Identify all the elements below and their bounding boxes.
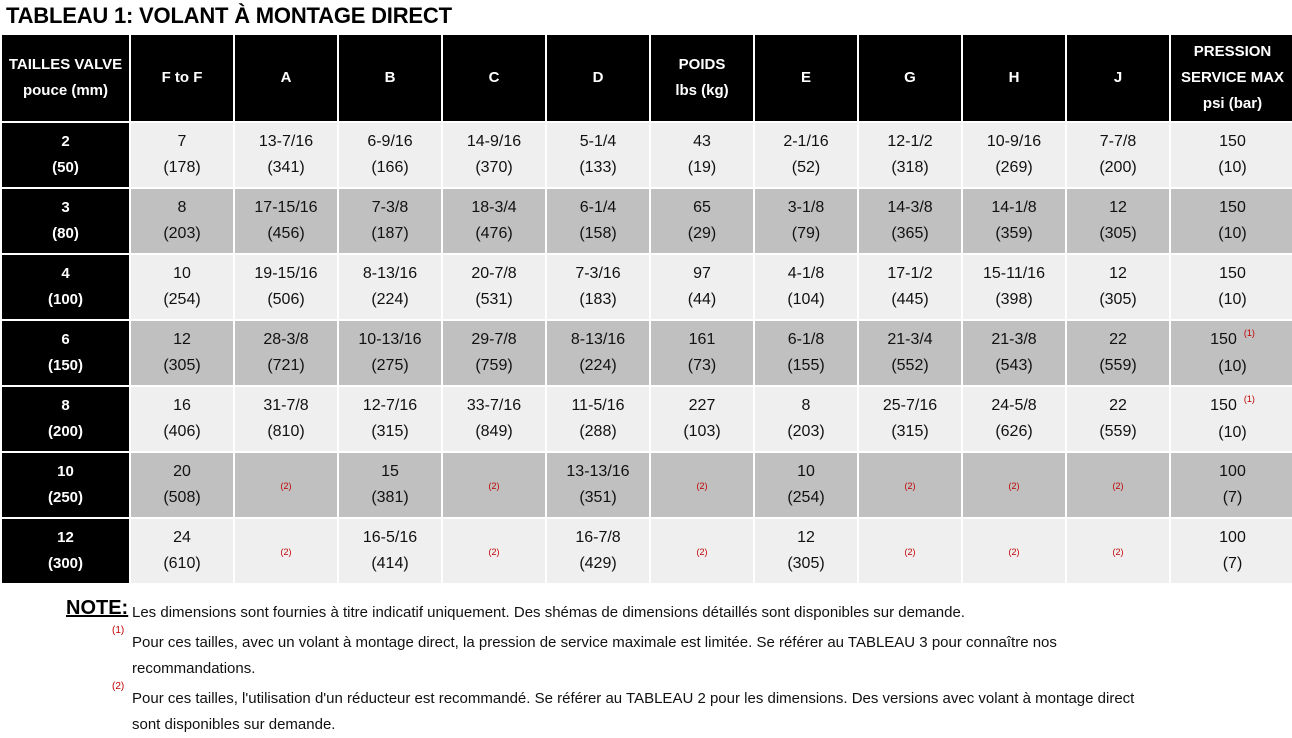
cell-value: 6-1/8 — [787, 331, 825, 348]
cell-value: 15-11/16 — [983, 265, 1045, 282]
cell-value: (406) — [163, 423, 201, 440]
footnote-reference: (2) — [696, 546, 708, 557]
table-cell — [1067, 453, 1169, 517]
cell-value: 8 — [177, 199, 187, 216]
table-cell — [339, 387, 441, 451]
table-cell — [755, 519, 857, 583]
column-header-line: pouce (mm) — [22, 82, 108, 99]
table-row — [2, 387, 1292, 451]
cell-value: (187) — [371, 225, 409, 242]
cell-value-text: 150 — [1210, 330, 1237, 348]
column-header-line: G — [904, 69, 916, 86]
cell-value: (203) — [163, 225, 201, 242]
table-row — [2, 321, 1292, 385]
cell-value: 8-13/16 — [570, 331, 626, 348]
table-cell — [1067, 255, 1169, 319]
cell-value: 18-3/4 — [471, 199, 517, 216]
cell-value: 100 — [1219, 529, 1246, 546]
table-cell — [235, 387, 337, 451]
cell-value: 14-3/8 — [887, 199, 933, 216]
cell-value: 33-7/16 — [466, 397, 522, 414]
cell-value — [1171, 393, 1292, 420]
cell-value: (610) — [163, 555, 201, 572]
cell-value: (445) — [891, 291, 929, 308]
cell-value: 2-1/16 — [783, 133, 829, 150]
cell-value: 12 — [797, 529, 815, 546]
footnote-reference: (2) — [904, 480, 916, 491]
cell-value: (200) — [1099, 159, 1137, 176]
dimensions-table — [0, 33, 1292, 585]
cell-value: (269) — [995, 159, 1033, 176]
valve-size-line: 6 — [61, 331, 70, 348]
cell-value: (429) — [579, 555, 617, 572]
column-header-line: SERVICE MAX — [1180, 69, 1285, 86]
valve-size-line: (300) — [47, 555, 84, 572]
cell-value: 43 — [693, 133, 711, 150]
cell-value: (398) — [995, 291, 1033, 308]
cell-value: (370) — [475, 159, 513, 176]
table-cell — [339, 255, 441, 319]
table-cell — [651, 255, 753, 319]
table-row — [2, 189, 1292, 253]
cell-value: 12 — [173, 331, 191, 348]
table-cell — [1067, 123, 1169, 187]
cell-value: 31-7/8 — [263, 397, 309, 414]
column-header-0 — [2, 35, 129, 121]
table-cell — [1171, 123, 1292, 187]
cell-value: (7) — [1222, 555, 1243, 572]
cell-value: 6-1/4 — [579, 199, 617, 216]
table-cell — [443, 255, 545, 319]
valve-size-cell — [2, 123, 129, 187]
valve-size-line: (80) — [52, 225, 79, 242]
column-header-5 — [547, 35, 649, 121]
cell-value: 100 — [1219, 463, 1246, 480]
table-cell — [1067, 387, 1169, 451]
cell-value: (318) — [891, 159, 929, 176]
cell-value: (552) — [891, 357, 929, 374]
column-header-7 — [755, 35, 857, 121]
cell-value: 25-7/16 — [882, 397, 938, 414]
cell-value: (224) — [371, 291, 409, 308]
table-cell — [859, 189, 961, 253]
footnote-superscript: (1) — [1243, 393, 1255, 404]
footnote-1-number: (1) — [112, 625, 125, 636]
cell-value: (759) — [475, 357, 513, 374]
column-header-11 — [1171, 35, 1292, 121]
cell-value: (155) — [787, 357, 825, 374]
table-cell — [859, 387, 961, 451]
valve-size-cell — [2, 519, 129, 583]
table-cell — [547, 123, 649, 187]
cell-value: (19) — [687, 159, 717, 176]
footnote-reference: (2) — [280, 546, 292, 557]
cell-value: 7-3/16 — [575, 265, 621, 282]
table-cell — [963, 189, 1065, 253]
cell-value: (133) — [579, 159, 617, 176]
column-header-line: POIDS — [678, 56, 726, 73]
table-cell — [339, 453, 441, 517]
table-body — [2, 123, 1292, 583]
cell-value: 17-15/16 — [254, 199, 318, 216]
table-cell — [547, 453, 649, 517]
table-cell — [859, 321, 961, 385]
cell-value: (29) — [687, 225, 717, 242]
column-header-line: PRESSION — [1193, 43, 1272, 60]
cell-value: (104) — [787, 291, 825, 308]
cell-value: 24 — [173, 529, 191, 546]
cell-value: (721) — [267, 357, 305, 374]
column-header-8 — [859, 35, 961, 121]
cell-value: 5-1/4 — [579, 133, 617, 150]
cell-value: 150 — [1219, 265, 1246, 282]
table-cell — [1171, 519, 1292, 583]
cell-value: 10 — [173, 265, 191, 282]
cell-value: (543) — [995, 357, 1033, 374]
cell-value: 20-7/8 — [471, 265, 517, 282]
cell-value: (359) — [995, 225, 1033, 242]
cell-value: 65 — [693, 199, 711, 216]
cell-value: 14-1/8 — [991, 199, 1037, 216]
table-cell — [859, 519, 961, 583]
cell-value: (288) — [579, 423, 617, 440]
valve-size-line: 10 — [57, 463, 74, 480]
cell-value: (414) — [371, 555, 409, 572]
footnote-reference: (2) — [1008, 480, 1020, 491]
cell-value: (10) — [1218, 357, 1247, 375]
header-row — [2, 35, 1292, 121]
column-header-line: H — [1008, 69, 1020, 86]
table-cell — [339, 123, 441, 187]
cell-value: (52) — [791, 159, 821, 176]
cell-value: 21-3/8 — [991, 331, 1037, 348]
table-cell — [651, 123, 753, 187]
cell-value: (166) — [371, 159, 409, 176]
valve-size-line: 4 — [61, 265, 70, 282]
cell-value: 19-15/16 — [254, 265, 318, 282]
cell-value: 16-5/16 — [362, 529, 418, 546]
valve-size-line: (200) — [47, 423, 84, 440]
table-row — [2, 453, 1292, 517]
cell-value: 8 — [801, 397, 811, 414]
footnote-2-text: Pour ces tailles, l'utilisation d'un réducteur est recommandé. Se référer au TABLEAU 2 pour les dimensions. Des versions avec volant à montage direct sont disponibles sur demande. — [132, 690, 1135, 733]
table-cell — [963, 255, 1065, 319]
table-cell — [443, 321, 545, 385]
column-header-10 — [1067, 35, 1169, 121]
column-header-line: C — [488, 69, 500, 86]
cell-value: 150 — [1219, 133, 1246, 150]
table-cell — [443, 387, 545, 451]
cell-value: 17-1/2 — [887, 265, 933, 282]
cell-value-text: 150 — [1210, 396, 1237, 414]
cell-value: (315) — [371, 423, 409, 440]
valve-size-line: 3 — [61, 199, 70, 216]
cell-value: 22 — [1109, 397, 1127, 414]
footnote-reference: (2) — [1112, 480, 1124, 491]
table-row — [2, 255, 1292, 319]
table-cell — [859, 123, 961, 187]
cell-value: 28-3/8 — [263, 331, 309, 348]
cell-value: 12 — [1109, 265, 1127, 282]
table-cell — [651, 189, 753, 253]
cell-value: 7 — [177, 133, 187, 150]
valve-size-cell — [2, 453, 129, 517]
table-cell — [339, 519, 441, 583]
column-header-line: E — [800, 69, 811, 86]
table-title: TABLEAU 1: VOLANT À MONTAGE DIRECT — [6, 3, 452, 28]
table-cell — [1171, 255, 1292, 319]
footnote-superscript: (1) — [1243, 327, 1255, 338]
column-header-9 — [963, 35, 1065, 121]
column-header-line: lbs (kg) — [675, 82, 729, 99]
cell-value: 11-5/16 — [571, 397, 625, 414]
valve-size-cell — [2, 255, 129, 319]
table-cell — [131, 255, 233, 319]
table-row — [2, 519, 1292, 583]
cell-value: 13-7/16 — [258, 133, 314, 150]
valve-size-line: (100) — [47, 291, 84, 308]
table-cell — [131, 321, 233, 385]
cell-value: 10-13/16 — [358, 331, 422, 348]
cell-value: (559) — [1099, 357, 1137, 374]
cell-value: (315) — [891, 423, 929, 440]
table-cell — [131, 453, 233, 517]
table-cell — [235, 453, 337, 517]
cell-value: 7-7/8 — [1099, 133, 1137, 150]
cell-value: 97 — [693, 265, 711, 282]
footnote-reference: (2) — [1112, 546, 1124, 557]
cell-value: 12-1/2 — [887, 133, 933, 150]
cell-value: (365) — [891, 225, 929, 242]
note-label: NOTE: — [66, 597, 129, 619]
table-cell — [131, 387, 233, 451]
column-header-line: B — [384, 69, 396, 86]
table-cell — [651, 321, 753, 385]
cell-value: (351) — [579, 489, 617, 506]
cell-value: (203) — [787, 423, 825, 440]
table-cell — [963, 387, 1065, 451]
table-cell — [547, 189, 649, 253]
table-cell — [1171, 453, 1292, 517]
table-cell — [443, 189, 545, 253]
table-cell — [547, 321, 649, 385]
table-cell — [131, 189, 233, 253]
valve-size-line: (150) — [47, 357, 84, 374]
table-cell — [963, 321, 1065, 385]
table-cell — [755, 189, 857, 253]
column-header-line: D — [592, 69, 604, 86]
cell-value: (559) — [1099, 423, 1137, 440]
table-cell — [235, 519, 337, 583]
cell-value: (849) — [475, 423, 513, 440]
cell-value: 4-1/8 — [787, 265, 825, 282]
table-row — [2, 123, 1292, 187]
cell-value: 14-9/16 — [466, 133, 522, 150]
table-cell — [963, 453, 1065, 517]
footnote-reference: (2) — [696, 480, 708, 491]
table-cell — [235, 255, 337, 319]
valve-size-cell — [2, 321, 129, 385]
table-cell — [859, 255, 961, 319]
table-cell — [547, 387, 649, 451]
cell-value: (10) — [1218, 159, 1247, 176]
footnote-1-text: Pour ces tailles, avec un volant à montage direct, la pression de service maximale est limitée. Se référer au TABLEAU 3 pour connaître nos recommandations. — [132, 634, 1057, 677]
table-cell — [235, 123, 337, 187]
cell-value: (10) — [1218, 291, 1247, 308]
cell-value: (508) — [163, 489, 201, 506]
table-cell — [1067, 321, 1169, 385]
cell-value: (73) — [687, 357, 717, 374]
column-header-line: psi (bar) — [1202, 95, 1263, 112]
cell-value: 21-3/4 — [887, 331, 933, 348]
table-cell — [1171, 321, 1292, 385]
table-cell — [443, 519, 545, 583]
cell-value: 6-9/16 — [367, 133, 413, 150]
table-cell — [1067, 189, 1169, 253]
table-cell — [963, 519, 1065, 583]
cell-value: (341) — [267, 159, 305, 176]
cell-value: 22 — [1109, 331, 1127, 348]
table-cell — [755, 453, 857, 517]
column-header-line: TAILLES VALVE — [8, 56, 123, 73]
cell-value: (305) — [163, 357, 201, 374]
footnote-reference: (2) — [488, 480, 500, 491]
cell-value: (224) — [579, 357, 617, 374]
cell-value: (305) — [1099, 225, 1137, 242]
table-cell — [755, 321, 857, 385]
footnote-2-number: (2) — [112, 681, 125, 692]
cell-value: 10 — [797, 463, 815, 480]
footnote-reference: (2) — [904, 546, 916, 557]
cell-value: (275) — [371, 357, 409, 374]
cell-value: (381) — [371, 489, 409, 506]
cell-value: (456) — [267, 225, 305, 242]
cell-value: 8-13/16 — [362, 265, 418, 282]
cell-value: 227 — [688, 397, 716, 414]
cell-value: (7) — [1222, 489, 1243, 506]
valve-size-cell — [2, 387, 129, 451]
cell-value: 15 — [381, 463, 399, 480]
column-header-line: F to F — [161, 69, 203, 86]
valve-size-cell — [2, 189, 129, 253]
cell-value: (810) — [267, 423, 305, 440]
cell-value: 3-1/8 — [787, 199, 825, 216]
column-header-2 — [235, 35, 337, 121]
cell-value: (476) — [475, 225, 513, 242]
column-header-4 — [443, 35, 545, 121]
table-cell — [651, 387, 753, 451]
table-cell — [339, 189, 441, 253]
table-cell — [859, 453, 961, 517]
table-cell — [131, 123, 233, 187]
cell-value: (10) — [1218, 423, 1247, 441]
cell-value: (305) — [787, 555, 825, 572]
table-cell — [547, 255, 649, 319]
valve-size-line: 8 — [61, 397, 70, 414]
cell-value: (305) — [1099, 291, 1137, 308]
column-header-line: A — [280, 69, 292, 86]
cell-value: (10) — [1218, 225, 1247, 242]
column-header-1 — [131, 35, 233, 121]
table-cell — [1067, 519, 1169, 583]
cell-value: 161 — [688, 331, 716, 348]
footnote-reference: (2) — [280, 480, 292, 491]
cell-value — [1171, 327, 1292, 354]
table-cell — [963, 123, 1065, 187]
cell-value: (158) — [579, 225, 617, 242]
table-cell — [235, 321, 337, 385]
table-cell — [443, 453, 545, 517]
cell-value: (79) — [791, 225, 821, 242]
cell-value: (103) — [683, 423, 721, 440]
table-cell — [1171, 189, 1292, 253]
cell-value: 7-3/8 — [371, 199, 409, 216]
table-cell — [755, 255, 857, 319]
cell-value: 20 — [173, 463, 191, 480]
cell-value: 12 — [1109, 199, 1127, 216]
table-cell — [755, 387, 857, 451]
cell-value: (44) — [687, 291, 717, 308]
valve-size-line: (250) — [47, 489, 84, 506]
table-cell — [651, 453, 753, 517]
column-header-3 — [339, 35, 441, 121]
table-cell — [651, 519, 753, 583]
table-cell — [443, 123, 545, 187]
table-cell — [339, 321, 441, 385]
valve-size-line: (50) — [52, 159, 79, 176]
cell-value: 16-7/8 — [575, 529, 621, 546]
note-main-text: Les dimensions sont fournies à titre indicatif uniquement. Des shémas de dimensions détaillés sont disponibles sur demande. — [132, 604, 965, 621]
cell-value: (254) — [787, 489, 825, 506]
cell-value: 10-9/16 — [986, 133, 1042, 150]
footnote-reference: (2) — [488, 546, 500, 557]
column-header-6 — [651, 35, 753, 121]
cell-value: 24-5/8 — [991, 397, 1037, 414]
cell-value: 12-7/16 — [362, 397, 418, 414]
table-cell — [131, 519, 233, 583]
cell-value: (626) — [995, 423, 1033, 440]
valve-size-line: 2 — [61, 133, 70, 150]
table-cell — [1171, 387, 1292, 451]
cell-value: 13-13/16 — [566, 463, 630, 480]
cell-value: 150 — [1219, 199, 1246, 216]
cell-value: (531) — [475, 291, 513, 308]
cell-value: (178) — [163, 159, 201, 176]
cell-value: (183) — [579, 291, 617, 308]
valve-size-line: 12 — [57, 529, 74, 546]
table-cell — [755, 123, 857, 187]
cell-value: (254) — [163, 291, 201, 308]
table-cell — [547, 519, 649, 583]
cell-value: (506) — [267, 291, 305, 308]
cell-value: 16 — [173, 397, 191, 414]
table-cell — [235, 189, 337, 253]
footnote-reference: (2) — [1008, 546, 1020, 557]
column-header-line: J — [1113, 69, 1123, 86]
cell-value: 29-7/8 — [471, 331, 517, 348]
